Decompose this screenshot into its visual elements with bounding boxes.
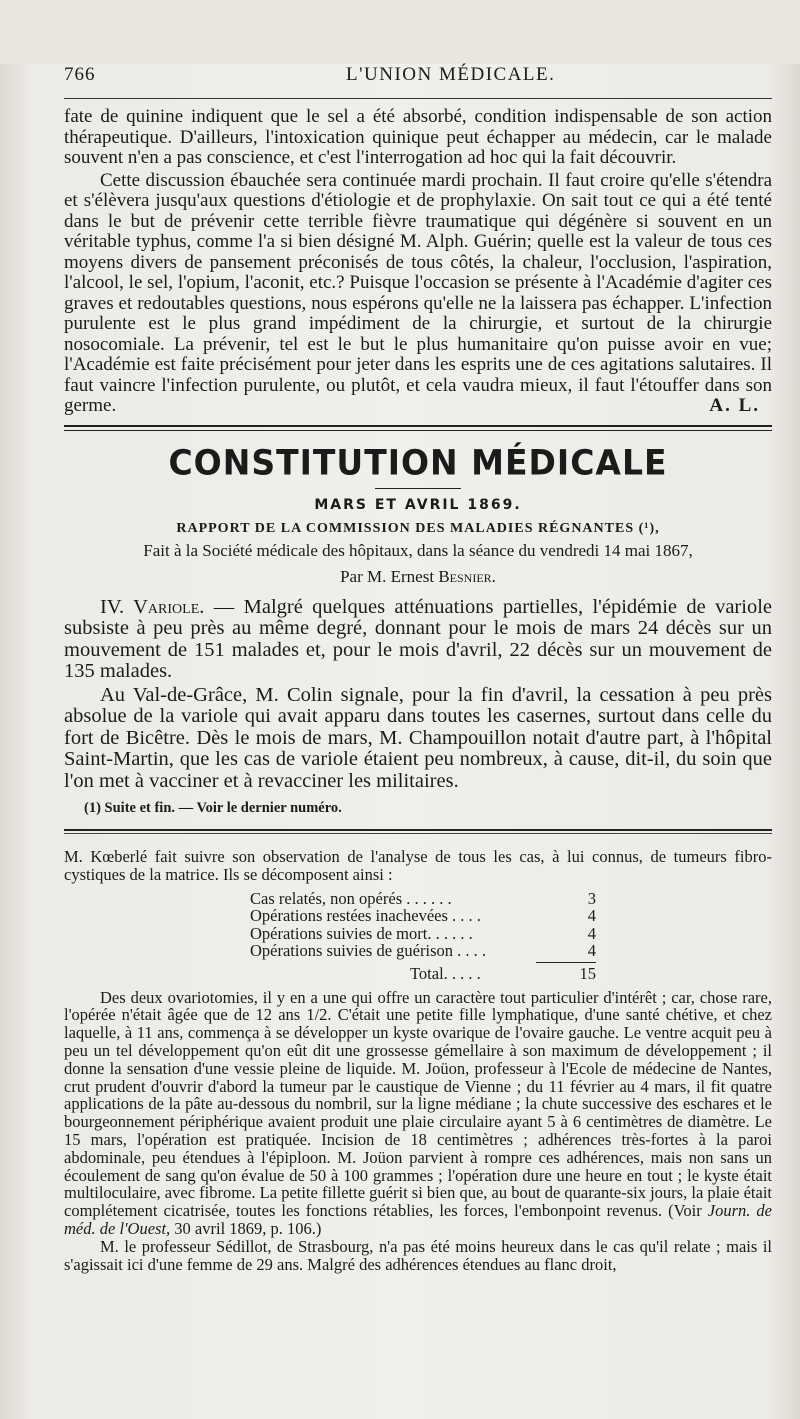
statistics-table <box>250 890 596 983</box>
section-divider <box>64 829 772 834</box>
journal-title: L'UNION MÉDICALE. <box>346 64 556 85</box>
paragraph: M. le professeur Sédillot, de Strasbourg, n'a pas été moins heureux dans le cas qu'il relate ; mais il s'agissait ici d'une femme de 29 ans. Malgré des adhérences étendues au flanc droit, <box>64 1236 772 1274</box>
report-title: RAPPORT DE LA COMMISSION DES MALADIES RÉGNANTES (¹), <box>176 520 660 536</box>
row-value: 3 <box>587 888 596 908</box>
section-period: MARS ET AVRIL 1869. <box>314 496 522 513</box>
variole-paragraph <box>64 597 772 683</box>
table-total-row <box>410 965 596 983</box>
paragraph: Au Val-de-Grâce, M. Colin signale, pour la fin d'avril, la cessation à peu près absolue de la variole qui avait apparu dans toutes les casernes, surtout dans celle du fort de Bicêtre. Dès le mois de mars, M. Champouillon notait d'autre part, à l'hôpital Saint-Martin, que les cas de variole étaient peu nombreux, à cause, dit-il, du soin que l'on met à vacciner et à revacciner les militaires. <box>64 683 772 792</box>
paragraph: M. Kœberlé fait suivre son observation de l'analyse de tous les cas, à lui connus, de tumeurs fibro-cystiques de la matrice. Ils se décomposent ainsi : <box>64 847 772 884</box>
row-value: 4 <box>587 941 596 961</box>
paragraph-text: Des deux ovariotomies, il y en a une qui offre un caractère tout particulier d'intérêt ; car, chose rare, l'opérée n'était âgée que de 12 ans 1/2. C'était une petite fille lymphatique, d'une santé chétive, et chez laquelle, à 11 ans, commença à se développer un kyste ovarique de l'ovaire gauche. Le ventre acquit peu à peu un tel développement qu'on eût dit une grossesse gémellaire à son maximum de développement ; il donne la sensation d'une vessie pleine de liquide. M. Joüon, professeur à l'Ecole de médecine de Nantes, crut prudent d'ouvrir d'abord la tumeur par le caustique de Vienne ; du 11 février au 4 mars, il fit quatre applications de la pâte au-dessous du nombril, sur la ligne médiane ; la chute successive des eschares et le bourgeonnement périphérique avaient produit une plaie circulaire ayant 5 à 6 centimètres de diamètre. Le 15 mars, l'opération est pratiquée. Incision de 18 centimètres ; adhérences très-fortes à la paroi abdominale, peu étendues à l'épiploon. M. Joüon parvient à rompre ces adhérences, mais non sans un écoulement de sang qu'on évalue de 50 à 100 grammes ; l'opération dure une heure en tout ; le kyste était multiloculaire, avec fibrome. La petite fillette guérit si bien que, au bout de quarante-six jours, la plaie était complétement cicatrisée, toutes les fonctions rétablies, les forces, l'embonpoint revenus. (Voir <box>64 987 772 1221</box>
running-head <box>64 64 772 94</box>
row-label: Opérations restées inachevées . . . . <box>250 906 481 926</box>
total-rule <box>536 962 596 963</box>
section-divider <box>64 425 772 431</box>
paragraph: fate de quinine indiquent que le sel a été absorbé, condition indispensable de son action thérapeutique. D'ailleurs, l'intoxication quinique peut échapper au médecin, car le malade souvent n'en a pas conscience, et c'est l'interrogation ad hoc qui la fait découvrir. <box>64 106 772 168</box>
row-label: Opérations suivies de guérison . . . . <box>250 941 487 961</box>
row-label: Opérations suivies de mort. . . . . . <box>250 923 473 943</box>
author-line <box>64 567 772 587</box>
row-value: 4 <box>587 906 596 926</box>
citation: Journ. de méd. de l'Ouest, <box>64 1201 772 1238</box>
table-row <box>250 925 596 943</box>
row-label: Cas relatés, non opérés . . . . . . <box>250 888 452 908</box>
paragraph-text-end: 30 avril 1869, p. 106.) <box>170 1218 322 1238</box>
table-row <box>250 890 596 908</box>
author-name: Besnier. <box>438 566 496 586</box>
total-label: Total. . . . . <box>410 963 481 983</box>
page-number: 766 <box>64 64 96 85</box>
section-title: CONSTITUTION MÉDICALE <box>168 441 668 483</box>
row-value: 4 <box>587 923 596 943</box>
paragraph-text: — Malgré quelques atténuations partielles, l'épidémie de variole subsiste à peu près au même degré, donnant pour le mois de mars 24 décès sur un mouvement de 151 malades et, pour le mois d'avril, 22 décès sur un mouvement de 135 malades. <box>64 595 773 682</box>
signature: A. L. <box>709 395 760 416</box>
title-rule <box>375 488 461 489</box>
paragraph-text: Cette discussion ébauchée sera continuée mardi prochain. Il faut croire qu'elle s'étendra et s'élèvera jusqu'aux questions d'étiologie et de prophylaxie. On sait tout ce qui a été tenté dans le but de prévenir cette terrible fièvre traumatique qui dégénère si souvent en un véritable typhus, comme l'a si bien désigné M. Alph. Guérin; quelle est la valeur de tous ces moyens divers de pansement préconisés de tous côtés, la chaleur, l'occlusion, l'aspiration, l'alcool, le sel, l'opium, l'aconit, etc.? Puisque l'occasion se présente à l'Académie d'agiter ces graves et redoutables questions, nous espérons qu'elle ne la laissera pas échapper. L'infection purulente est le plus grand impédiment de la chirurgie, et surtout de la chirurgie nosocomiale. La prévenir, tel est le but le plus humanitaire qu'on puisse avoir en vue; l'Académie est faite précisément pour jeter dans les esprits une de ces agitations salutaires. Il faut vaincre l'infection purulente, ou plutôt, et cela vaudra mieux, il faut l'étouffer dans son germe. <box>64 169 772 416</box>
table-row <box>250 907 596 925</box>
header-rule <box>64 98 772 99</box>
subsection-label: IV. Variole. <box>100 595 205 618</box>
total-value: 15 <box>579 963 596 983</box>
paragraph <box>64 989 772 1238</box>
author-prefix: Par M. Ernest <box>340 566 439 586</box>
report-context: Fait à la Société médicale des hôpitaux, dans la séance du vendredi 14 mai 1867, <box>143 540 693 560</box>
journal-page <box>0 64 800 1419</box>
table-row <box>250 942 596 960</box>
paragraph <box>64 171 772 417</box>
footnote: (1) Suite et fin. — Voir le dernier numéro. <box>84 800 342 816</box>
